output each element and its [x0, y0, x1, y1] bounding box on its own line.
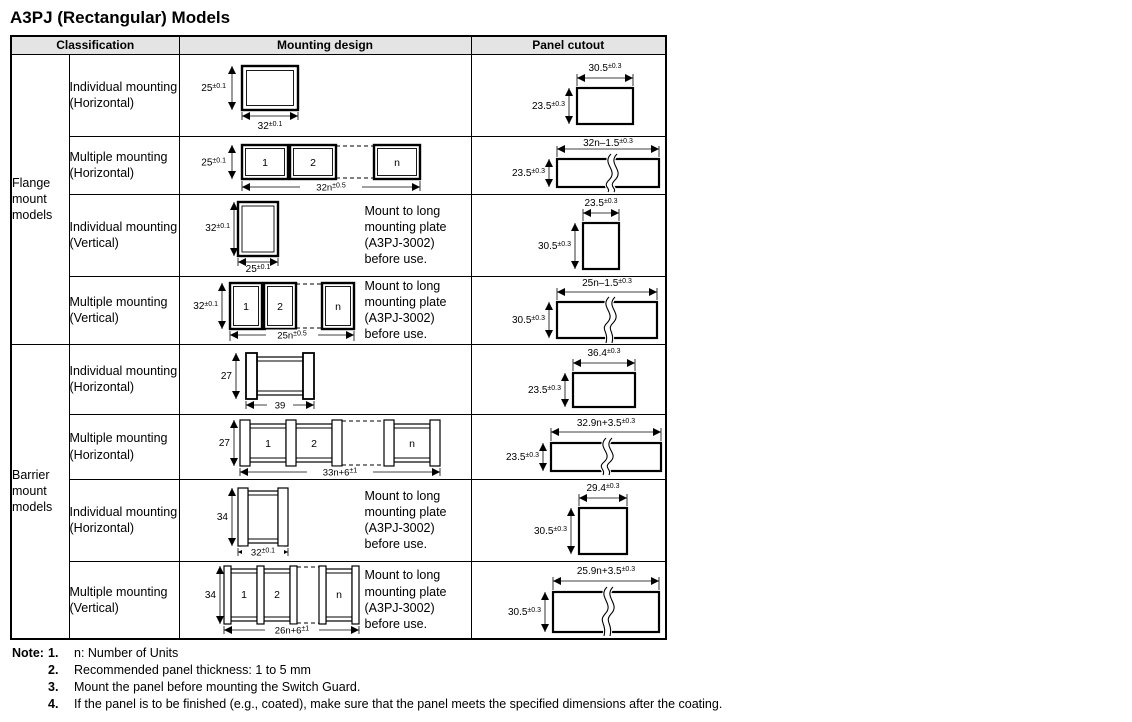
- table-row: [11, 194, 666, 276]
- unit-number: n: [393, 157, 400, 169]
- unit-number: 1: [261, 157, 268, 169]
- dim-side: $23.5^{\pm 0.3}$: [512, 168, 546, 179]
- dim-bottom: $33n+6^{\pm 1}$: [322, 467, 357, 478]
- note-number: 3.: [48, 680, 59, 694]
- dim-top: $32n-1.5^{\pm 0.3}$: [583, 138, 634, 149]
- device-outline: [238, 202, 278, 256]
- dim-top: $32.9n+3.5^{\pm 0.3}$: [577, 417, 636, 429]
- barrier-end-plate: [246, 353, 257, 399]
- barrier-plate: [352, 566, 359, 624]
- cutout-diagram: [473, 417, 663, 477]
- cutout-diagram: [473, 137, 663, 193]
- row-label: Multiple mounting (Horizontal): [69, 136, 179, 194]
- dim-side: $25^{\pm 0.1}$: [200, 83, 226, 94]
- row-label: Multiple mounting (Horizontal): [69, 414, 179, 479]
- dim-top: $30.5^{\pm 0.3}$: [588, 63, 622, 74]
- dim-bottom: $25^{\pm 0.1}$: [245, 264, 270, 274]
- dim-top: $25.9n+3.5^{\pm 0.3}$: [577, 565, 636, 577]
- mounting-diagram-barrier-multiple-horizontal: [180, 416, 460, 478]
- note-text: Recommended panel thickness: 1 to 5 mm: [74, 663, 311, 677]
- barrier-plate: [286, 420, 296, 466]
- table-row: [11, 344, 666, 414]
- cutout-diagram: [473, 482, 663, 558]
- unit-number: n: [335, 588, 342, 601]
- mounting-diagram-flange-individual-vertical: [180, 196, 340, 274]
- dim-side: 34: [204, 589, 216, 601]
- dim-top: $25n-1.5^{\pm 0.3}$: [582, 278, 633, 289]
- note-number: 4.: [48, 697, 59, 711]
- dim-side: $30.5^{\pm 0.3}$: [508, 606, 542, 618]
- dim-side: $25^{\pm 0.1}$: [200, 157, 226, 169]
- barrier-plate: [240, 420, 250, 466]
- unit-number: 1: [240, 588, 247, 601]
- mounting-note: Mount to long mounting plate (A3PJ-3002) before use.: [364, 568, 447, 631]
- unit-number: 1: [242, 301, 249, 313]
- device-body: [257, 357, 303, 395]
- mounting-note: Mount to long mounting plate (A3PJ-3002) before use.: [364, 488, 447, 552]
- dim-bottom: 39: [274, 400, 285, 411]
- dim-side: $32^{\pm 0.1}$: [204, 223, 230, 234]
- group-barrier-mount-models: Barrier mount models: [11, 344, 69, 639]
- cutout-diagram: [473, 347, 663, 411]
- cutout-diagram: [473, 60, 663, 130]
- table-header-row: [11, 36, 666, 54]
- barrier-plate: [430, 420, 440, 466]
- cutout-outline: [579, 508, 627, 554]
- dim-side: 34: [216, 512, 228, 523]
- mounting-diagram-flange-multiple-vertical: [180, 277, 360, 343]
- note-text: n: Number of Units: [74, 646, 179, 660]
- unit-number: 2: [310, 437, 317, 450]
- dim-side: $30.5^{\pm 0.3}$: [534, 526, 568, 537]
- cutout-diagram: [473, 277, 663, 343]
- mounting-diagram-barrier-multiple-vertical: [180, 562, 364, 638]
- table-row: [11, 479, 666, 561]
- table-row: [11, 414, 666, 479]
- table-row: [11, 136, 666, 194]
- note-number: 1.: [48, 646, 59, 660]
- dim-bottom: $25n^{\pm 0.5}$: [276, 330, 307, 342]
- barrier-plate: [238, 488, 248, 546]
- cutout-outline: [573, 373, 635, 407]
- barrier-plate: [224, 566, 231, 624]
- unit-number: 2: [276, 301, 283, 313]
- mounting-diagram-barrier-individual-horizontal: [180, 347, 380, 411]
- note-text: Mount the panel before mounting the Switch Guard.: [74, 680, 361, 694]
- barrier-plate: [332, 420, 342, 466]
- dim-top: $23.5^{\pm 0.3}$: [584, 198, 618, 209]
- barrier-plate: [290, 566, 297, 624]
- dim-side: $30.5^{\pm 0.3}$: [512, 315, 546, 326]
- dim-side: $32^{\pm 0.1}$: [192, 301, 218, 312]
- note-text: If the panel is to be finished (e.g., coated), make sure that the panel meets the specified dimensions after the coating.: [74, 697, 723, 711]
- group-flange-mount-models: Flange mount models: [11, 54, 69, 344]
- row-label: Multiple mounting (Vertical): [69, 276, 179, 344]
- device-body: [248, 491, 278, 543]
- models-spec-table: [10, 35, 667, 640]
- unit-number: n: [334, 301, 341, 313]
- mounting-diagram-barrier-individual-vertical: [180, 482, 330, 558]
- page-title: A3PJ (Rectangular) Models: [10, 8, 231, 27]
- header-classification: Classification: [11, 36, 179, 54]
- row-label: Individual mounting (Horizontal): [69, 54, 179, 136]
- barrier-plate: [278, 488, 288, 546]
- dim-side: $30.5^{\pm 0.3}$: [538, 241, 572, 252]
- unit-number: 2: [273, 588, 280, 601]
- footnotes: [12, 645, 1126, 713]
- row-label: Individual mounting (Horizontal): [69, 344, 179, 414]
- cutout-diagram: [473, 564, 663, 636]
- mounting-note: Mount to long mounting plate (A3PJ-3002) before use.: [364, 203, 447, 267]
- mounting-diagram-flange-individual-horizontal: [180, 58, 380, 132]
- table-row: [11, 276, 666, 344]
- unit-number: 1: [264, 437, 271, 450]
- header-panel-cutout: Panel cutout: [471, 36, 666, 54]
- cutout-outline: [583, 223, 619, 269]
- note-number: 2.: [48, 663, 59, 677]
- table-row: [11, 54, 666, 136]
- note-label: Note:: [12, 646, 44, 660]
- device-outline: [242, 66, 298, 110]
- barrier-end-plate: [303, 353, 314, 399]
- mounting-diagram-flange-multiple-horizontal: [180, 137, 450, 193]
- dim-top: $36.4^{\pm 0.3}$: [587, 348, 621, 359]
- dim-bottom: $32^{\pm 0.1}$: [257, 121, 282, 132]
- row-label: Individual mounting (Horizontal): [69, 479, 179, 561]
- cutout-outline: [577, 88, 633, 124]
- unit-number: 2: [309, 157, 316, 169]
- mounting-note: Mount to long mounting plate (A3PJ-3002) before use.: [364, 278, 447, 342]
- dim-side: $23.5^{\pm 0.3}$: [506, 451, 540, 463]
- header-mounting-design: Mounting design: [179, 36, 471, 54]
- barrier-plate: [257, 566, 264, 624]
- row-label: Multiple mounting (Vertical): [69, 561, 179, 639]
- table-row: [11, 561, 666, 639]
- dim-top: $29.4^{\pm 0.3}$: [586, 483, 620, 494]
- dim-side: 27: [220, 371, 232, 382]
- dim-bottom: $32n^{\pm 0.5}$: [315, 182, 346, 193]
- barrier-plate: [319, 566, 326, 624]
- unit-number: n: [408, 437, 415, 450]
- row-label: Individual mounting (Vertical): [69, 194, 179, 276]
- dim-bottom: $26n+6^{\pm 1}$: [274, 625, 309, 637]
- dim-side: 27: [218, 437, 230, 449]
- dim-side: $23.5^{\pm 0.3}$: [528, 385, 562, 396]
- dim-side: $23.5^{\pm 0.3}$: [532, 101, 566, 112]
- cutout-diagram: [473, 197, 663, 273]
- barrier-plate: [384, 420, 394, 466]
- dim-bottom: $32^{\pm 0.1}$: [250, 547, 275, 558]
